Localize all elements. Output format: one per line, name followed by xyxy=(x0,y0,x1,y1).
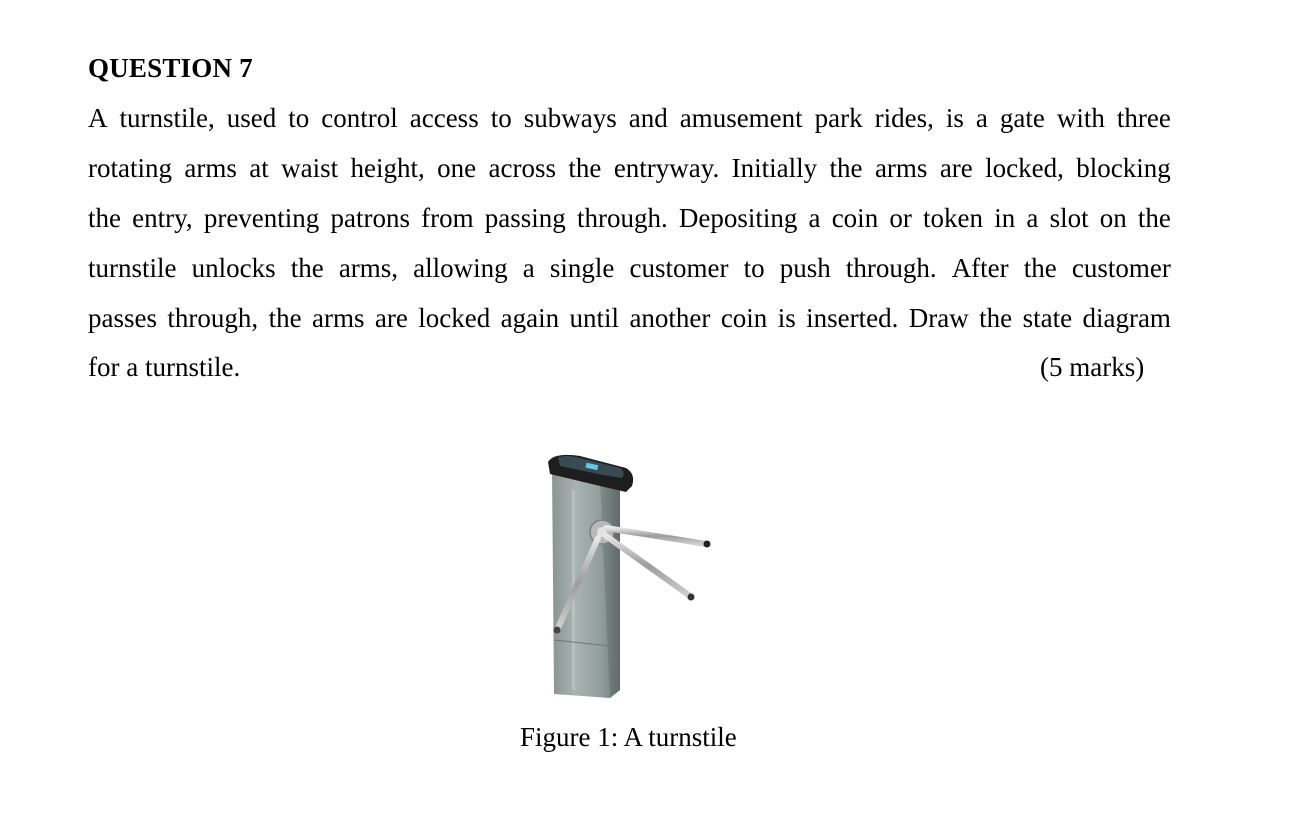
question-line-2: rotating arms at waist height, one across the entryway. Initially the arms are locked, blocking xyxy=(88,153,1171,183)
question-line-4: turnstile unlocks the arms, allowing a single customer to push through. After the customer xyxy=(88,253,1171,283)
question-line-1: A turnstile, used to control access to subways and amusement park rides, is a gate with three xyxy=(88,103,1171,133)
turnstile-illustration-icon xyxy=(540,450,720,705)
question-line-6: for a turnstile. xyxy=(88,352,241,382)
question-line-3: the entry, preventing patrons from passing through. Depositing a coin or token in a slot on the xyxy=(88,203,1171,233)
figure-caption: Figure 1: A turnstile xyxy=(520,722,737,752)
question-heading: QUESTION 7 xyxy=(88,53,253,83)
question-line-5: passes through, the arms are locked again until another coin is inserted. Draw the state diagram xyxy=(88,303,1171,333)
marks-label: (5 marks) xyxy=(1040,352,1145,382)
